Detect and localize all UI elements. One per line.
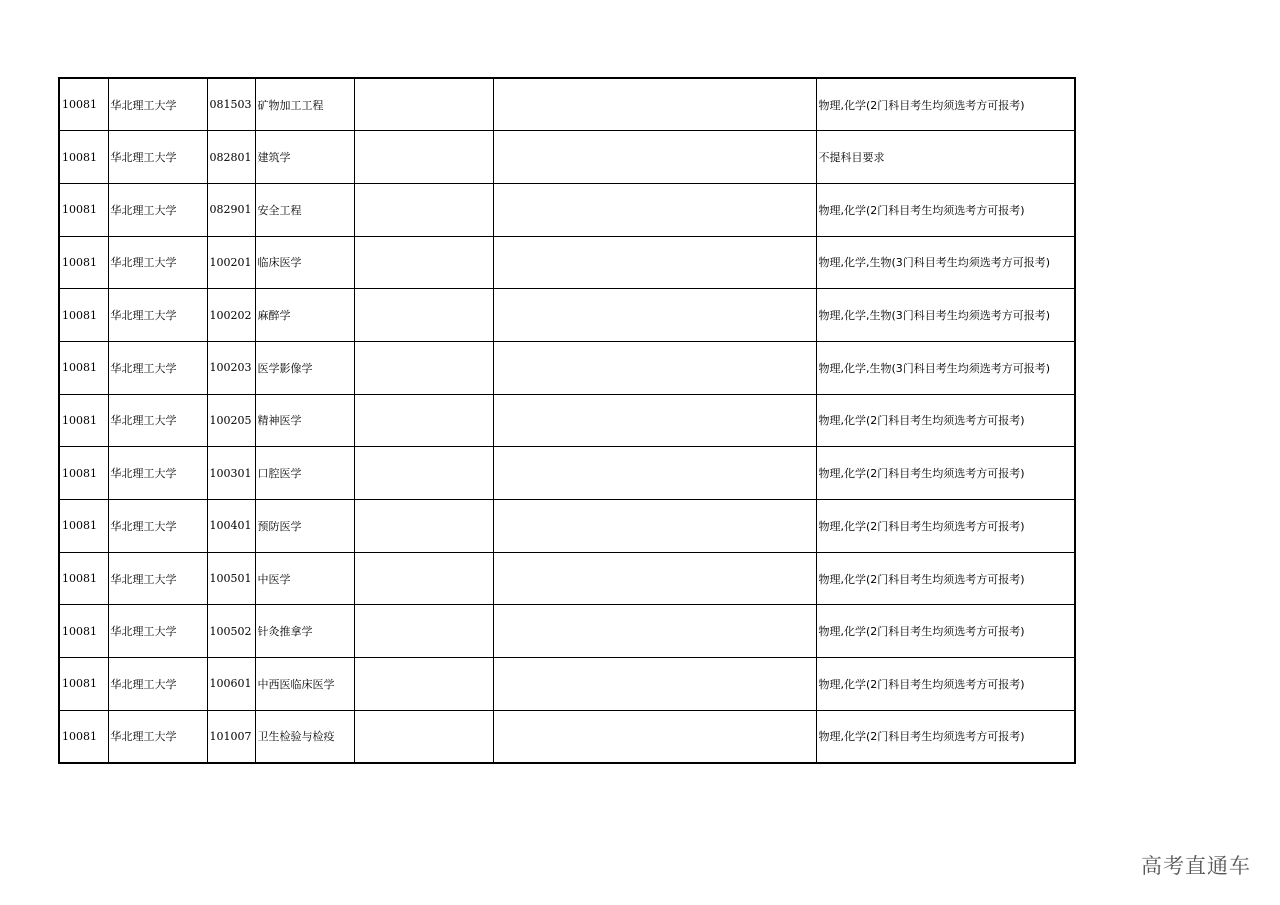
empty-cell <box>354 710 493 763</box>
empty-cell <box>354 131 493 184</box>
empty-cell <box>493 183 816 236</box>
school-code-cell: 10081 <box>59 710 108 763</box>
major-name-cell: 精神医学 <box>255 394 354 447</box>
subject-requirement-cell: 物理,化学(2门科目考生均须选考方可报考) <box>816 710 1075 763</box>
empty-cell <box>493 131 816 184</box>
school-name-cell: 华北理工大学 <box>108 552 207 605</box>
school-name-cell: 华北理工大学 <box>108 341 207 394</box>
empty-cell <box>493 605 816 658</box>
major-code-cell: 101007 <box>207 710 255 763</box>
subject-requirement-cell: 物理,化学(2门科目考生均须选考方可报考) <box>816 78 1075 131</box>
major-name-cell: 临床医学 <box>255 236 354 289</box>
school-code-cell: 10081 <box>59 658 108 711</box>
school-name-cell: 华北理工大学 <box>108 78 207 131</box>
subject-requirement-cell: 物理,化学(2门科目考生均须选考方可报考) <box>816 605 1075 658</box>
table-row <box>59 710 1075 763</box>
major-code-cell: 100203 <box>207 341 255 394</box>
empty-cell <box>354 78 493 131</box>
school-code-cell: 10081 <box>59 78 108 131</box>
subject-requirement-cell: 不提科目要求 <box>816 131 1075 184</box>
school-name-cell: 华北理工大学 <box>108 289 207 342</box>
empty-cell <box>354 552 493 605</box>
school-code-cell: 10081 <box>59 183 108 236</box>
school-code-cell: 10081 <box>59 552 108 605</box>
major-name-cell: 卫生检验与检疫 <box>255 710 354 763</box>
empty-cell <box>354 183 493 236</box>
table-row <box>59 552 1075 605</box>
empty-cell <box>354 500 493 553</box>
major-code-cell: 100601 <box>207 658 255 711</box>
subject-requirement-cell: 物理,化学(2门科目考生均须选考方可报考) <box>816 447 1075 500</box>
subject-requirement-cell: 物理,化学,生物(3门科目考生均须选考方可报考) <box>816 236 1075 289</box>
empty-cell <box>493 78 816 131</box>
major-code-cell: 100301 <box>207 447 255 500</box>
major-code-cell: 100502 <box>207 605 255 658</box>
major-name-cell: 医学影像学 <box>255 341 354 394</box>
major-code-cell: 082801 <box>207 131 255 184</box>
major-code-cell: 100202 <box>207 289 255 342</box>
major-name-cell: 预防医学 <box>255 500 354 553</box>
table-row <box>59 394 1075 447</box>
empty-cell <box>493 710 816 763</box>
subject-requirement-cell: 物理,化学(2门科目考生均须选考方可报考) <box>816 394 1075 447</box>
major-code-cell: 081503 <box>207 78 255 131</box>
major-name-cell: 口腔医学 <box>255 447 354 500</box>
empty-cell <box>354 394 493 447</box>
empty-cell <box>493 289 816 342</box>
table-row <box>59 236 1075 289</box>
major-name-cell: 矿物加工工程 <box>255 78 354 131</box>
major-name-cell: 安全工程 <box>255 183 354 236</box>
empty-cell <box>493 552 816 605</box>
subject-requirement-cell: 物理,化学(2门科目考生均须选考方可报考) <box>816 552 1075 605</box>
watermark-logo: 高考直通车 <box>1141 854 1251 878</box>
school-name-cell: 华北理工大学 <box>108 658 207 711</box>
empty-cell <box>493 658 816 711</box>
subject-requirement-cell: 物理,化学(2门科目考生均须选考方可报考) <box>816 500 1075 553</box>
table-row <box>59 78 1075 131</box>
school-code-cell: 10081 <box>59 289 108 342</box>
table-row <box>59 500 1075 553</box>
table-row <box>59 289 1075 342</box>
school-name-cell: 华北理工大学 <box>108 236 207 289</box>
major-name-cell: 麻醉学 <box>255 289 354 342</box>
empty-cell <box>493 341 816 394</box>
subject-requirement-cell: 物理,化学,生物(3门科目考生均须选考方可报考) <box>816 289 1075 342</box>
major-code-cell: 100201 <box>207 236 255 289</box>
school-name-cell: 华北理工大学 <box>108 605 207 658</box>
school-code-cell: 10081 <box>59 500 108 553</box>
empty-cell <box>354 658 493 711</box>
major-name-cell: 中西医临床医学 <box>255 658 354 711</box>
empty-cell <box>493 394 816 447</box>
empty-cell <box>354 605 493 658</box>
school-code-cell: 10081 <box>59 131 108 184</box>
school-code-cell: 10081 <box>59 394 108 447</box>
empty-cell <box>354 236 493 289</box>
empty-cell <box>493 236 816 289</box>
major-code-cell: 100501 <box>207 552 255 605</box>
table-row <box>59 605 1075 658</box>
major-name-cell: 中医学 <box>255 552 354 605</box>
school-name-cell: 华北理工大学 <box>108 500 207 553</box>
school-code-cell: 10081 <box>59 605 108 658</box>
major-name-cell: 针灸推拿学 <box>255 605 354 658</box>
school-name-cell: 华北理工大学 <box>108 183 207 236</box>
subject-requirement-cell: 物理,化学(2门科目考生均须选考方可报考) <box>816 658 1075 711</box>
empty-cell <box>354 341 493 394</box>
school-name-cell: 华北理工大学 <box>108 131 207 184</box>
table-row <box>59 131 1075 184</box>
subject-requirement-cell: 物理,化学(2门科目考生均须选考方可报考) <box>816 183 1075 236</box>
school-name-cell: 华北理工大学 <box>108 394 207 447</box>
school-code-cell: 10081 <box>59 341 108 394</box>
major-code-cell: 100401 <box>207 500 255 553</box>
subject-requirement-cell: 物理,化学,生物(3门科目考生均须选考方可报考) <box>816 341 1075 394</box>
empty-cell <box>354 447 493 500</box>
table-body <box>59 78 1075 763</box>
table-row <box>59 447 1075 500</box>
school-name-cell: 华北理工大学 <box>108 710 207 763</box>
table-row <box>59 658 1075 711</box>
table-row <box>59 183 1075 236</box>
school-code-cell: 10081 <box>59 447 108 500</box>
school-name-cell: 华北理工大学 <box>108 447 207 500</box>
major-code-cell: 100205 <box>207 394 255 447</box>
empty-cell <box>493 500 816 553</box>
school-code-cell: 10081 <box>59 236 108 289</box>
major-name-cell: 建筑学 <box>255 131 354 184</box>
table-row <box>59 341 1075 394</box>
empty-cell <box>493 447 816 500</box>
subject-requirements-table <box>58 77 1076 764</box>
major-code-cell: 082901 <box>207 183 255 236</box>
empty-cell <box>354 289 493 342</box>
